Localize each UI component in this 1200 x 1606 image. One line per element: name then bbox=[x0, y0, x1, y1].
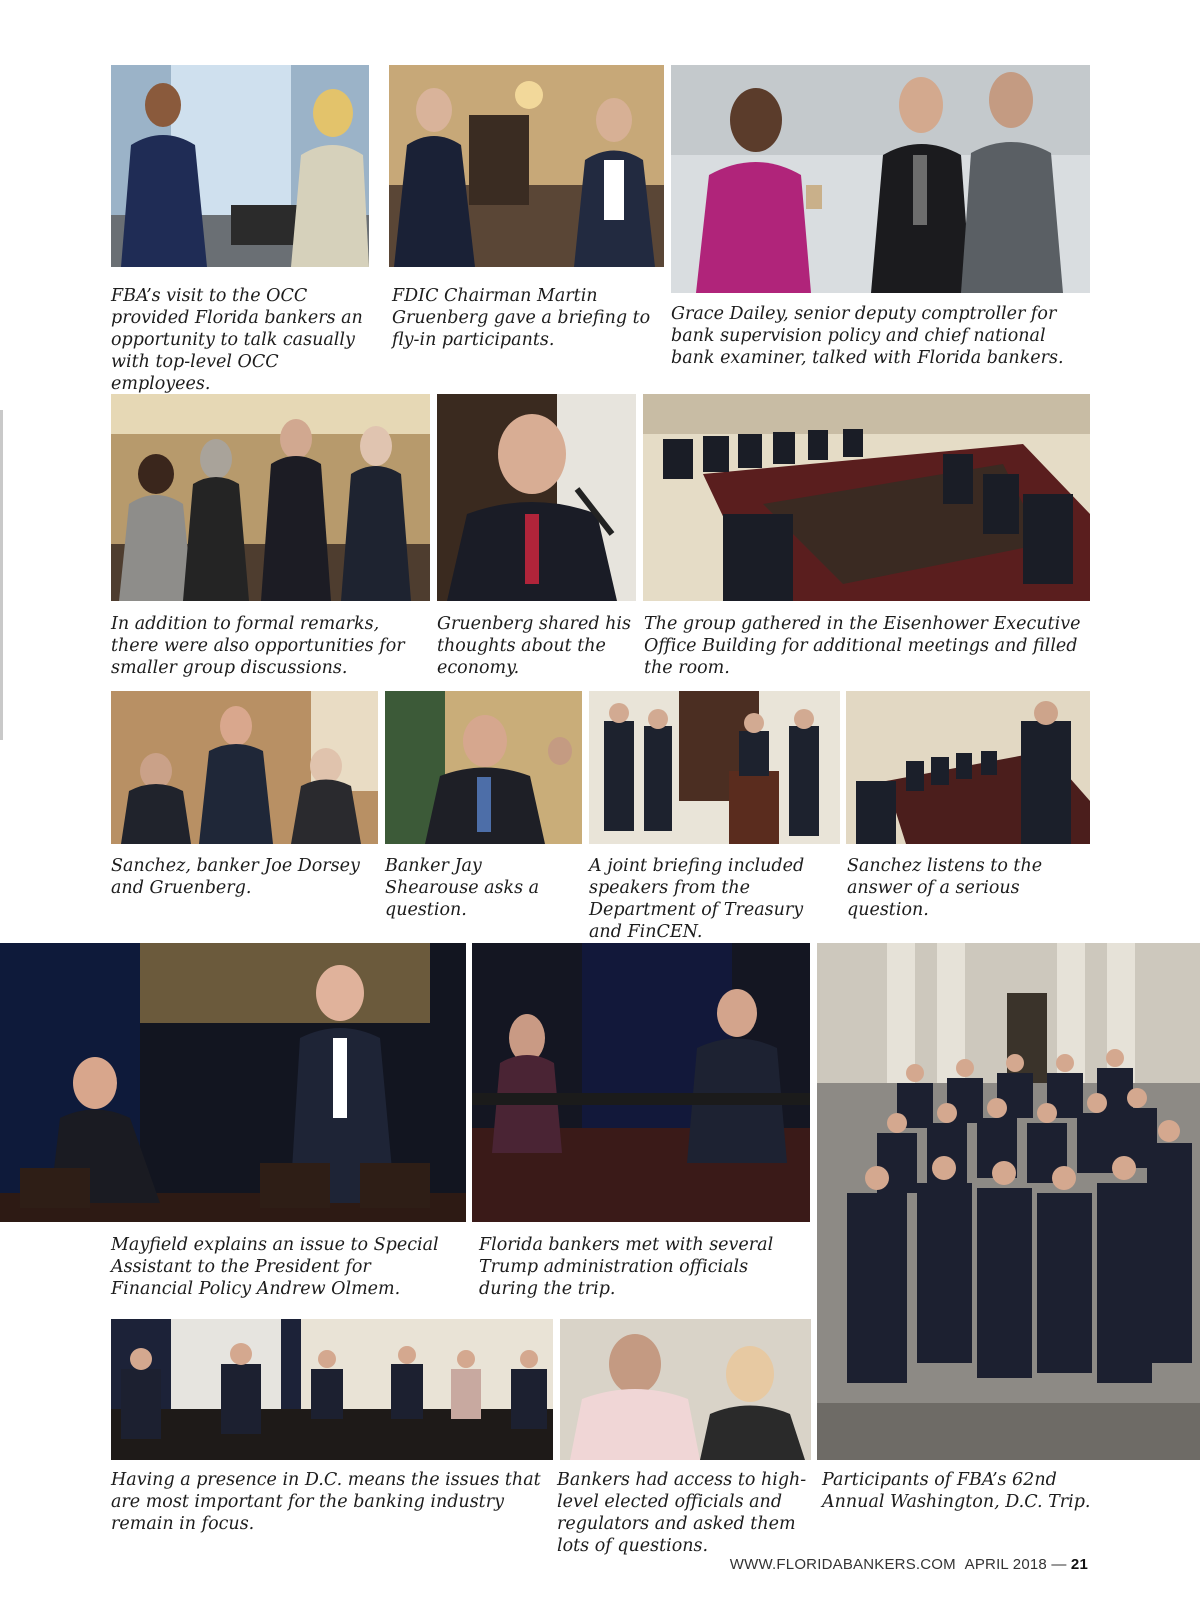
photo-group-discussion bbox=[111, 394, 430, 601]
photo-mayfield-olmem bbox=[0, 943, 466, 1222]
photo-trump-officials bbox=[472, 943, 810, 1222]
caption-eisenhower-room: The group gathered in the Eisenhower Executive Office Building for additional meetings and filled the room. bbox=[644, 614, 1081, 678]
footer-issue: APRIL 2018 — bbox=[964, 1556, 1067, 1573]
caption-presence-dc: Having a presence in D.C. means the issues that are most important for the banking industry remain in focus. bbox=[111, 1470, 541, 1534]
caption-sanchez-dorsey: Sanchez, banker Joe Dorsey and Gruenberg. bbox=[111, 856, 360, 898]
caption-bankers-access: Bankers had access to high-level elected officials and regulators and asked them lots of questions. bbox=[557, 1470, 807, 1556]
caption-participants: Participants of FBA’s 62nd Annual Washington, D.C. Trip. bbox=[822, 1470, 1091, 1512]
footer-page-number: 21 bbox=[1070, 1556, 1088, 1573]
caption-gruenberg-economy: Gruenberg shared his thoughts about the economy. bbox=[437, 614, 631, 678]
photo-joint-briefing bbox=[589, 691, 840, 844]
caption-occ-visit: FBA’s visit to the OCC provided Florida bankers an opportunity to talk casually with top-level OCC employees. bbox=[111, 286, 363, 394]
footer-website[interactable]: WWW.FLORIDABANKERS.COM bbox=[729, 1556, 956, 1573]
photo-eisenhower-room bbox=[643, 394, 1090, 601]
photo-presence-dc bbox=[111, 1319, 553, 1460]
photo-sanchez-listens bbox=[846, 691, 1090, 844]
photo-fdic-briefing bbox=[389, 65, 664, 267]
photo-occ-visit bbox=[111, 65, 369, 267]
photo-jay-shearouse bbox=[385, 691, 582, 844]
photo-participants-group bbox=[817, 943, 1200, 1460]
caption-grace-dailey: Grace Dailey, senior deputy comptroller for bank supervision policy and chief national bank examiner, talked with Florida bankers. bbox=[671, 304, 1064, 368]
caption-group-discussion: In addition to formal remarks, there were also opportunities for smaller group discussions. bbox=[111, 614, 405, 678]
caption-mayfield-olmem: Mayfield explains an issue to Special Assistant to the President for Financial Policy Andrew Olmem. bbox=[111, 1235, 439, 1299]
caption-trump-officials: Florida bankers met with several Trump administration officials during the trip. bbox=[479, 1235, 774, 1299]
page-edge-mark bbox=[0, 410, 3, 740]
photo-sanchez-dorsey-gruenberg bbox=[111, 691, 378, 844]
photo-gruenberg-speaking bbox=[437, 394, 636, 601]
photo-grace-dailey bbox=[671, 65, 1090, 293]
page-footer bbox=[730, 1556, 1088, 1573]
caption-jay-shearouse: Banker Jay Shearouse asks a question. bbox=[385, 856, 540, 920]
caption-sanchez-listens: Sanchez listens to the answer of a serious question. bbox=[847, 856, 1043, 920]
caption-joint-briefing: A joint briefing included speakers from the Department of Treasury and FinCEN. bbox=[589, 856, 805, 942]
photo-bankers-access bbox=[560, 1319, 811, 1460]
caption-fdic-briefing: FDIC Chairman Martin Gruenberg gave a briefing to fly-in participants. bbox=[392, 286, 651, 350]
